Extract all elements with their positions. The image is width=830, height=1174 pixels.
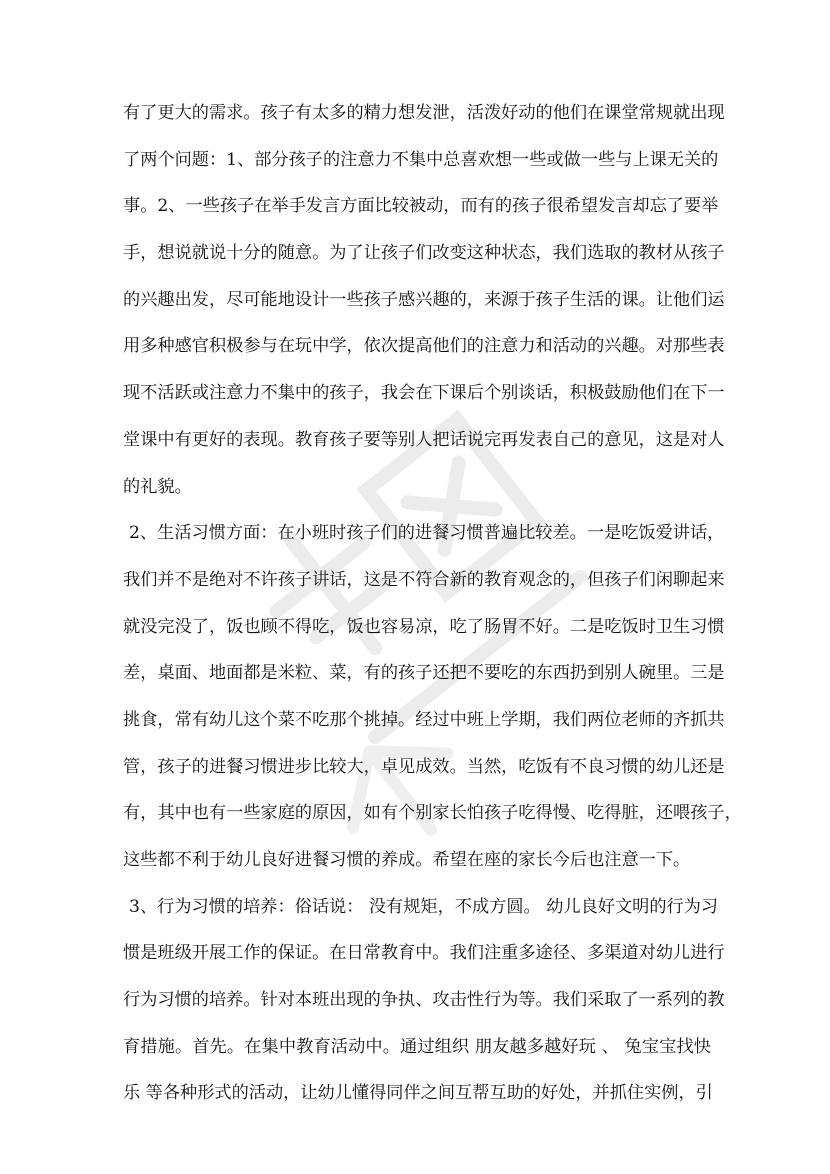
text-line: 有了更大的需求。孩子有太多的精力想发泄，活泼好动的他们在课堂常规就出现 [123, 103, 725, 123]
text-line: 堂课中有更好的表现。教育孩子要等别人把话说完再发表自己的意见，这是对人 [123, 429, 725, 450]
text-line: 育措施。首先。在集中教育活动中。通过组织 朋友越多越好玩 、 兔宝宝找快 [123, 1036, 711, 1057]
text-line: 的礼貌。 [123, 476, 192, 497]
text-line: 的兴趣出发，尽可能地设计一些孩子感兴趣的，来源于孩子生活的课。让他们运 [123, 289, 725, 310]
section-heading-line: 3、行为习惯的培养：俗话说： 没有规矩，不成方圆。 幼儿良好文明的行为习 [129, 896, 719, 917]
document-body [123, 99, 742, 1126]
text-line: 就没完没了，饭也顾不得吃，饭也容易凉，吃了肠胃不好。二是吃饭时卫生习惯 [123, 616, 725, 637]
text-line: 我们并不是绝对不许孩子讲话，这是不符合新的教育观念的，但孩子们闲聊起来 [123, 569, 725, 590]
text-line: 乐 等各种形式的活动，让幼儿懂得同伴之间互帮互助的好处，并抓住实例，引 [123, 1083, 713, 1104]
text-line: 管，孩子的进餐习惯进步比较大，卓见成效。当然，吃饭有不良习惯的幼儿还是 [123, 756, 725, 777]
section-heading-line: 2、生活习惯方面：在小班时孩子们的进餐习惯普遍比较差。一是吃饭爱讲话， [129, 523, 725, 544]
text-line: 差，桌面、地面都是米粒、菜，有的孩子还把不要吃的东西扔到别人碗里。三是 [123, 663, 725, 684]
text-line: 有，其中也有一些家庭的原因，如有个别家长怕孩子吃得慢、吃得脏，还喂孩子， [123, 803, 742, 824]
text-line: 用多种感官积极参与在玩中学，依次提高他们的注意力和活动的兴趣。对那些表 [123, 336, 725, 357]
text-line: 挑食，常有幼儿这个菜不吃那个挑掉。经过中班上学期，我们两位老师的齐抓共 [123, 709, 725, 730]
text-line: 行为习惯的培养。针对本班出现的争执、攻击性行为等。我们采取了一系列的教 [123, 990, 725, 1011]
text-line: 了两个问题：1、部分孩子的注意力不集中总喜欢想一些或做一些与上课无关的 [123, 149, 719, 170]
text-line: 现不活跃或注意力不集中的孩子，我会在下课后个别谈话，积极鼓励他们在下一 [123, 383, 725, 404]
text-line: 这些都不利于幼儿良好进餐习惯的养成。希望在座的家长今后也注意一下。 [123, 850, 691, 870]
text-line: 手，想说就说十分的随意。为了让孩子们改变这种状态，我们选取的教材从孩子 [123, 243, 725, 264]
text-line: 惯是班级开展工作的保证。在日常教育中。我们注重多途径、多渠道对幼儿进行 [123, 943, 725, 964]
text-line: 事。2、一些孩子在举手发言方面比较被动，而有的孩子很希望发言却忘了要举 [123, 196, 719, 217]
